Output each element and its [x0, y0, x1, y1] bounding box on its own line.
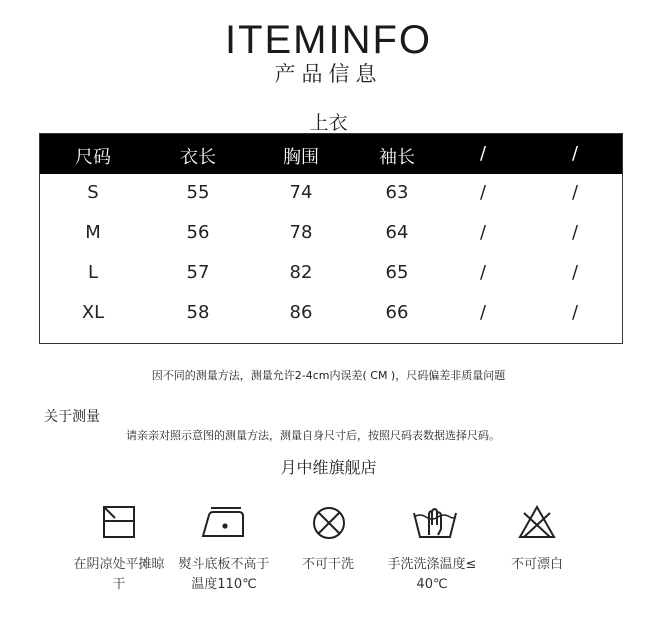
header-cell: 衣长 [180, 147, 216, 168]
hand-wash-icon [412, 505, 458, 545]
care-label-line: 温度110℃ [191, 577, 257, 592]
table-cell: / [479, 262, 487, 283]
table-cell: / [571, 302, 579, 323]
iron-low-temp-icon [201, 505, 247, 543]
care-label-line: 熨斗底板不高于 [178, 557, 270, 572]
header-cell: / [571, 143, 579, 164]
no-dry-clean-icon [311, 505, 347, 545]
table-cell: / [571, 182, 579, 203]
care-label-no-bleach [482, 555, 592, 575]
table-cell: S [87, 182, 99, 203]
table-cell: / [571, 222, 579, 243]
table-cell: 55 [186, 182, 210, 203]
header-cell: 尺码 [75, 147, 111, 168]
table-cell: 86 [289, 302, 313, 323]
table-cell: 63 [385, 182, 409, 203]
table-cell: / [571, 262, 579, 283]
care-label-line: 干 [112, 577, 126, 592]
table-cell: / [479, 182, 487, 203]
care-label-line: 40℃ [416, 577, 448, 592]
table-cell: 64 [385, 222, 409, 243]
table-cell: 74 [289, 182, 313, 203]
table-cell: / [479, 222, 487, 243]
dry-flat-shade-icon [103, 506, 135, 542]
table-cell: / [479, 302, 487, 323]
header-cell: / [479, 143, 487, 164]
table-cell: L [87, 262, 99, 283]
care-label-line: 不可干洗 [301, 557, 354, 572]
about-measurement-title: 关于测量 [44, 409, 100, 425]
brand-subtitle: 产品信息 [274, 62, 383, 86]
table-cell: M [85, 222, 101, 243]
care-label-line: 手洗洗涤温度≤ [387, 557, 477, 572]
care-label-line: 不可漂白 [510, 557, 563, 572]
care-label-line: 在阴凉处平摊晾 [73, 557, 165, 572]
table-cell: 78 [289, 222, 313, 243]
table-cell: 57 [186, 262, 210, 283]
no-bleach-icon [518, 505, 556, 543]
care-label-iron [169, 555, 279, 595]
header-cell: 袖长 [379, 147, 415, 168]
header-cell: 胸围 [283, 147, 319, 168]
table-cell: 56 [186, 222, 210, 243]
size-table-header [40, 134, 622, 174]
care-label-dry-flat [64, 555, 174, 595]
care-label-hand-wash [377, 555, 487, 595]
measurement-note: 因不同的测量方法，测量允许2-4cm内误差( CM )，尺码偏差非质量问题 [151, 369, 506, 382]
table-cell: 82 [289, 262, 313, 283]
table-cell: 66 [385, 302, 409, 323]
table-cell: XL [81, 302, 105, 323]
brand-title: ITEMINFO [224, 18, 433, 62]
table-cell: 58 [186, 302, 210, 323]
about-measurement-text: 请亲亲对照示意图的测量方法，测量自身尺寸后，按照尺码表数据选择尺码。 [126, 429, 500, 442]
section-title: 上衣 [309, 112, 348, 134]
care-label-no-dry-clean [273, 555, 383, 575]
table-cell: 65 [385, 262, 409, 283]
size-table [39, 133, 623, 344]
store-name: 月中维旗舰店 [280, 458, 377, 477]
